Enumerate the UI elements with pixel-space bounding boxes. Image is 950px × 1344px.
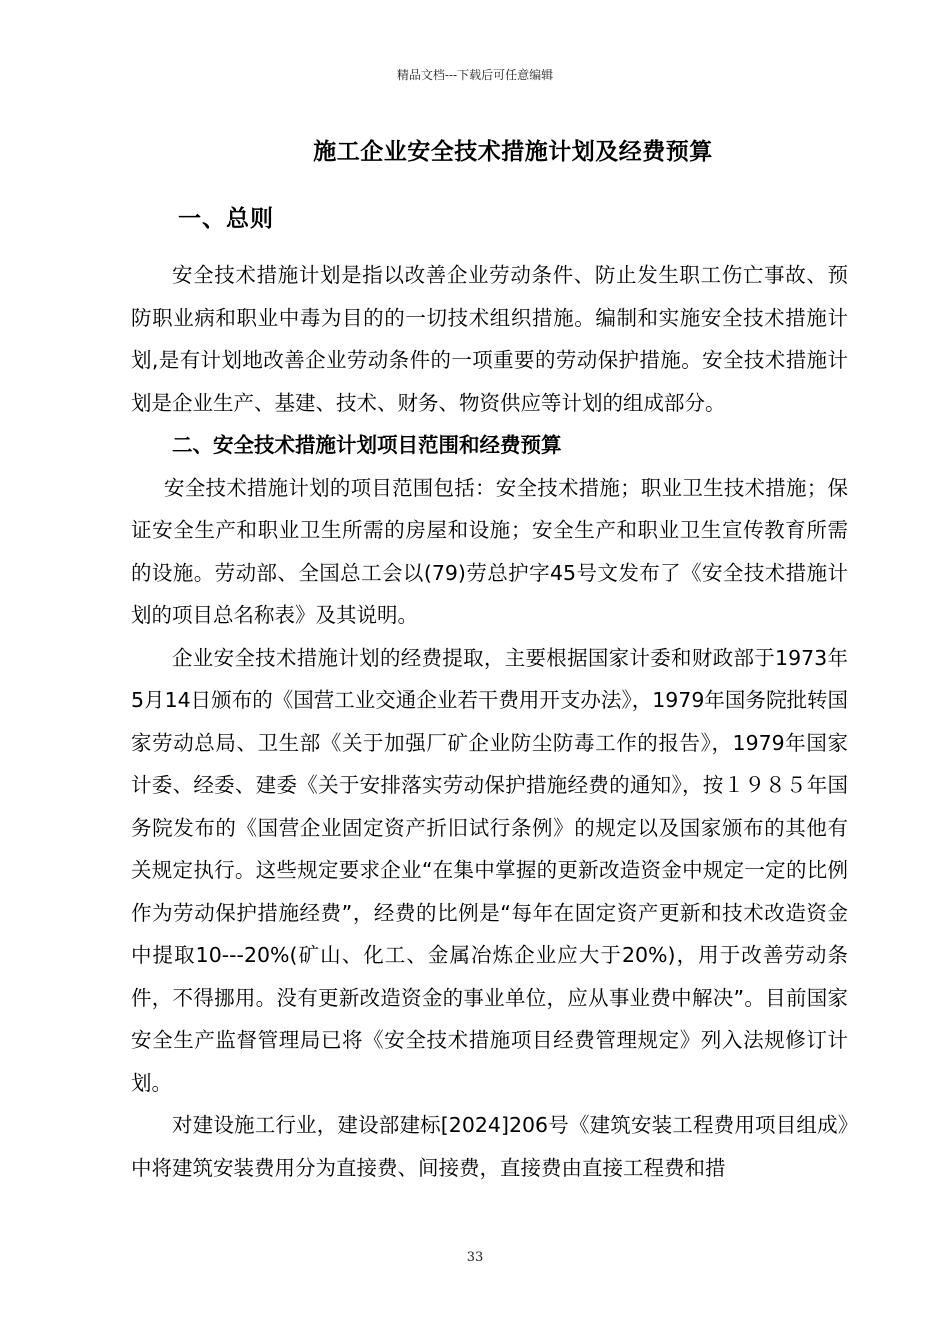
section-heading-general: 一、总则 — [178, 206, 274, 232]
section-heading-scope-budget: 二、安全技术措施计划项目范围和经费预算 — [172, 433, 562, 457]
page-number: 33 — [466, 1250, 484, 1265]
paragraph-scope: 安全技术措施计划的项目范围包括：安全技术措施；职业卫生技术措施；保证安全生产和职业卫生所需的房屋和设施；安全生产和职业卫生宣传教育所需的设施。劳动部、全国总工会以(79)劳总护字45号文发布了《安全技术措施计划的项目总名称表》及其说明。 — [131, 475, 848, 627]
document-body — [131, 254, 848, 1189]
paragraph-funding: 企业安全技术措施计划的经费提取，主要根据国家计委和财政部于1973年5月14日颁布的《国营工业交通企业若干费用开支办法》，1979年国务院批转国家劳动总局、卫生部《关于加强厂矿企业防尘防毒工作的报告》，1979年国家计委、经委、建委《关于安排落实劳动保护措施经费的通知》，按１９８５年国务院发布的《国营企业固定资产折旧试行条例》的规定以及国家颁布的其他有关规定执行。这些规定要求企业“在集中掌握的更新改造资金中规定一定的比例作为劳动保护措施经费”，经费的比例是“每年在固定资产更新和技术改造资金中提取10---20%(矿山、化工、金属冶炼企业应大于20%)，用于改善劳动条件，不得挪用。没有更新改造资金的事业单位，应从事业费中解决”。目前国家安全生产监督管理局已将《安全技术措施项目经费管理规定》列入法规修订计划。 — [131, 645, 848, 1095]
paragraph-construction: 对建设施工行业，建设部建标[2024]206号《建筑安装工程费用项目组成》中将建筑安装费用分为直接费、间接费，直接费由直接工程费和措 — [131, 1113, 848, 1180]
document-title: 施工企业安全技术措施计划及经费预算 — [313, 139, 713, 165]
page-header: 精品文档---下载后可任意编辑 — [396, 68, 554, 82]
paragraph-general: 安全技术措施计划是指以改善企业劳动条件、防止发生职工伤亡事故、预防职业病和职业中毒为目的的一切技术组织措施。编制和实施安全技术措施计划,是有计划地改善企业劳动条件的一项重要的劳动保护措施。安全技术措施计划是企业生产、基建、技术、财务、物资供应等计划的组成部分。 — [131, 263, 848, 415]
